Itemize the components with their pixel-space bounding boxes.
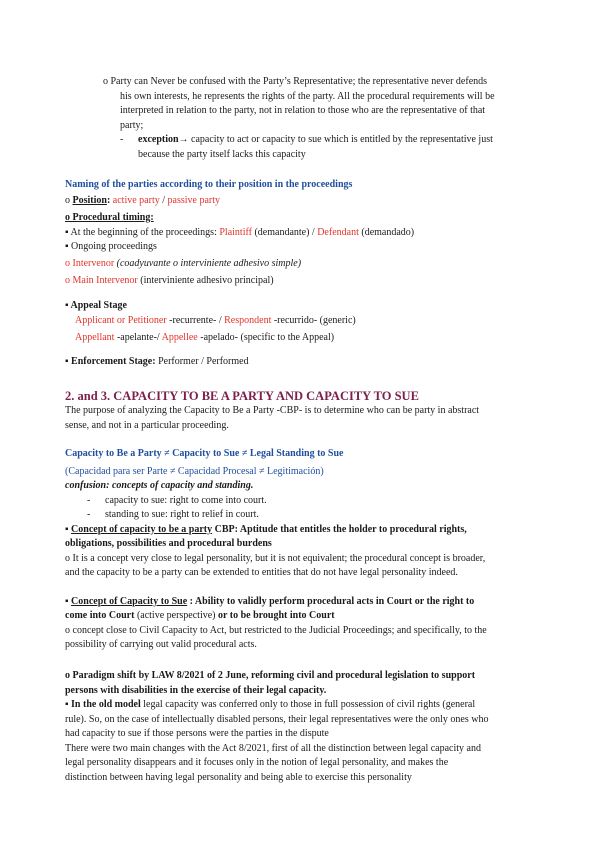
- defendant-es: (demandado): [358, 226, 415, 238]
- enforcement-label: ▪ Enforcement Stage:: [65, 356, 156, 367]
- appellant-line: [65, 331, 540, 346]
- intervenor: Intervenor: [72, 257, 115, 269]
- capacity-heading: 2. and 3. CAPACITY TO BE A PARTY AND CAPACITY TO SUE: [65, 389, 419, 403]
- intro-section: [65, 75, 540, 162]
- purpose-line: sense, and not in a particular proceeding.: [65, 419, 229, 431]
- active-party: active party: [112, 194, 160, 206]
- main-intervenor: Main Intervenor: [72, 275, 138, 286]
- timing-line: [65, 211, 540, 226]
- beginning-line: [65, 226, 540, 241]
- changes-line: There were two main changes with the Act 8/2021, first of all the distinction between legal capacity and: [65, 742, 481, 754]
- cts-line: [65, 595, 540, 610]
- beginning-text: ▪ At the beginning of the proceedings:: [65, 226, 220, 238]
- main-intervenor-es: (interviniente adhesivo principal): [137, 275, 274, 286]
- spanish-line: (Capacidad para ser Parte ≠ Capacidad Procesal ≠ Legitimación): [65, 465, 324, 477]
- bullet: ▪: [65, 595, 72, 607]
- old-model-label: ▪ In the old model: [65, 699, 141, 710]
- paradigm-heading: persons with disabilities in the exercise of their legal capacity.: [65, 684, 327, 696]
- main-intervenor-line: [65, 274, 540, 289]
- intervenor-line: [65, 257, 540, 272]
- ongoing-line: ▪ Ongoing proceedings: [65, 241, 157, 252]
- plaintiff: Plaintiff: [219, 226, 252, 238]
- exception-line: [65, 133, 540, 148]
- paradigm-heading: o Paradigm shift by LAW 8/2021 of 2 June, reforming civil and procedural legislation to support: [65, 670, 476, 681]
- dash-marker: -: [87, 509, 91, 520]
- enforcement-text: Performer / Performed: [155, 356, 249, 367]
- bullet: o: [65, 275, 73, 286]
- naming-section: [65, 178, 540, 370]
- defendant: Defendant: [317, 226, 359, 238]
- position-line: [65, 194, 540, 209]
- old-model-line: ▪ In the old model legal capacity was conferred only to those in full possession of civil rights (general: [65, 699, 476, 710]
- intro-line: interpreted in relation to the party, not in relation to those who are the representative of that: [120, 105, 486, 116]
- cts-line: come into Court (active perspective) or to be brought into Court: [65, 610, 335, 621]
- naming-heading: Naming of the parties according to their position in the proceedings: [65, 179, 353, 190]
- appeal-stage: ▪ Appeal Stage: [65, 299, 127, 311]
- dash-marker: -: [87, 494, 91, 506]
- cbp-text: CBP: Aptitude that entitles the holder to procedural rights,: [212, 523, 467, 535]
- position-label: Position: [72, 194, 107, 206]
- changes-line: distinction between having legal personality and being able to exercise this personality: [65, 771, 412, 783]
- appellant: Appellant: [75, 331, 115, 343]
- dash-marker: -: [120, 134, 124, 145]
- changes-line: legal personality disappears and it focuses only in the notion of legal personality, and makes the: [65, 757, 449, 768]
- exception-line: because the party itself lacks this capacity: [138, 148, 306, 160]
- bullet: o: [65, 194, 73, 206]
- cbp-label: Concept of capacity to be a party: [71, 523, 213, 535]
- exception-text: capacity to act or capacity to sue which is entitled by the representative just: [188, 134, 493, 145]
- applicant-es: -recurrente- /: [166, 315, 225, 326]
- cbp-line: [65, 523, 540, 538]
- slash: /: [159, 194, 168, 206]
- cbp-desc: and the capacity to be a party can be extended to entities that do not have legal personality indeed.: [65, 567, 458, 578]
- intro-line: his own interests, he represents the rights of the party. All the procedural requirements will be: [120, 90, 495, 102]
- appellee: Appellee: [161, 331, 198, 343]
- cbp-line: obligations, possibilities and procedural burdens: [65, 538, 272, 549]
- cbp-desc: o It is a concept very close to legal personality, but it is not equivalent; the procedural concept is broader,: [65, 552, 486, 564]
- colon: :: [106, 194, 113, 206]
- intro-line: o Party can Never be confused with the Party’s Representative; the representative never defends: [103, 76, 488, 87]
- old-model-line: rule). So, on the case of intellectually disabled persons, their legal representatives were the only ones who: [65, 713, 489, 725]
- applicant-line: [65, 314, 540, 329]
- cts-desc: o concept close to Civil Capacity to Act, but restricted to the Judicial Proceedings; and specifically, to the: [65, 624, 487, 636]
- cts-desc: possibility of carrying out valid procedural acts.: [65, 639, 257, 650]
- respondent-es: -recurrido- (generic): [271, 315, 356, 326]
- bullet: o: [65, 257, 73, 269]
- bullet: ▪: [65, 523, 72, 535]
- cts-text: : Ability to validly perform procedural acts in Court or the right to: [187, 595, 475, 607]
- intervenor-es: (coadyuvante o interviniente adhesivo simple): [114, 257, 302, 269]
- passive-party: passive party: [167, 194, 220, 206]
- capacity-section: [65, 388, 540, 653]
- applicant: Applicant or Petitioner: [75, 315, 167, 326]
- capacity-subheading: Capacity to Be a Party ≠ Capacity to Sue ≠ Legal Standing to Sue: [65, 448, 344, 459]
- appellant-es: -apelante-/: [114, 331, 162, 343]
- confusion-line: confusion: concepts of capacity and standing.: [65, 480, 254, 491]
- plaintiff-es: (demandante) /: [251, 226, 318, 238]
- respondent: Respondent: [224, 315, 272, 326]
- exception-label: exception→: [138, 134, 189, 145]
- dash-line: - standing to sue: right to relief in court.: [65, 508, 540, 523]
- purpose-line: The purpose of analyzing the Capacity to Be a Party -CBP- is to determine who can be party in abstract: [65, 405, 480, 416]
- paradigm-section: [65, 669, 540, 785]
- appellee-es: -apelado- (specific to the Appeal): [197, 331, 335, 343]
- dash-line: - capacity to sue: right to come into court.: [65, 494, 540, 509]
- old-model-line: had capacity to sue if those persons were the parties in the dispute: [65, 728, 329, 739]
- intro-line: party;: [120, 119, 144, 131]
- cts-label: Concept of Capacity to Sue: [71, 595, 188, 607]
- timing-label: o Procedural timing:: [65, 212, 154, 223]
- enforcement-line: [65, 355, 540, 370]
